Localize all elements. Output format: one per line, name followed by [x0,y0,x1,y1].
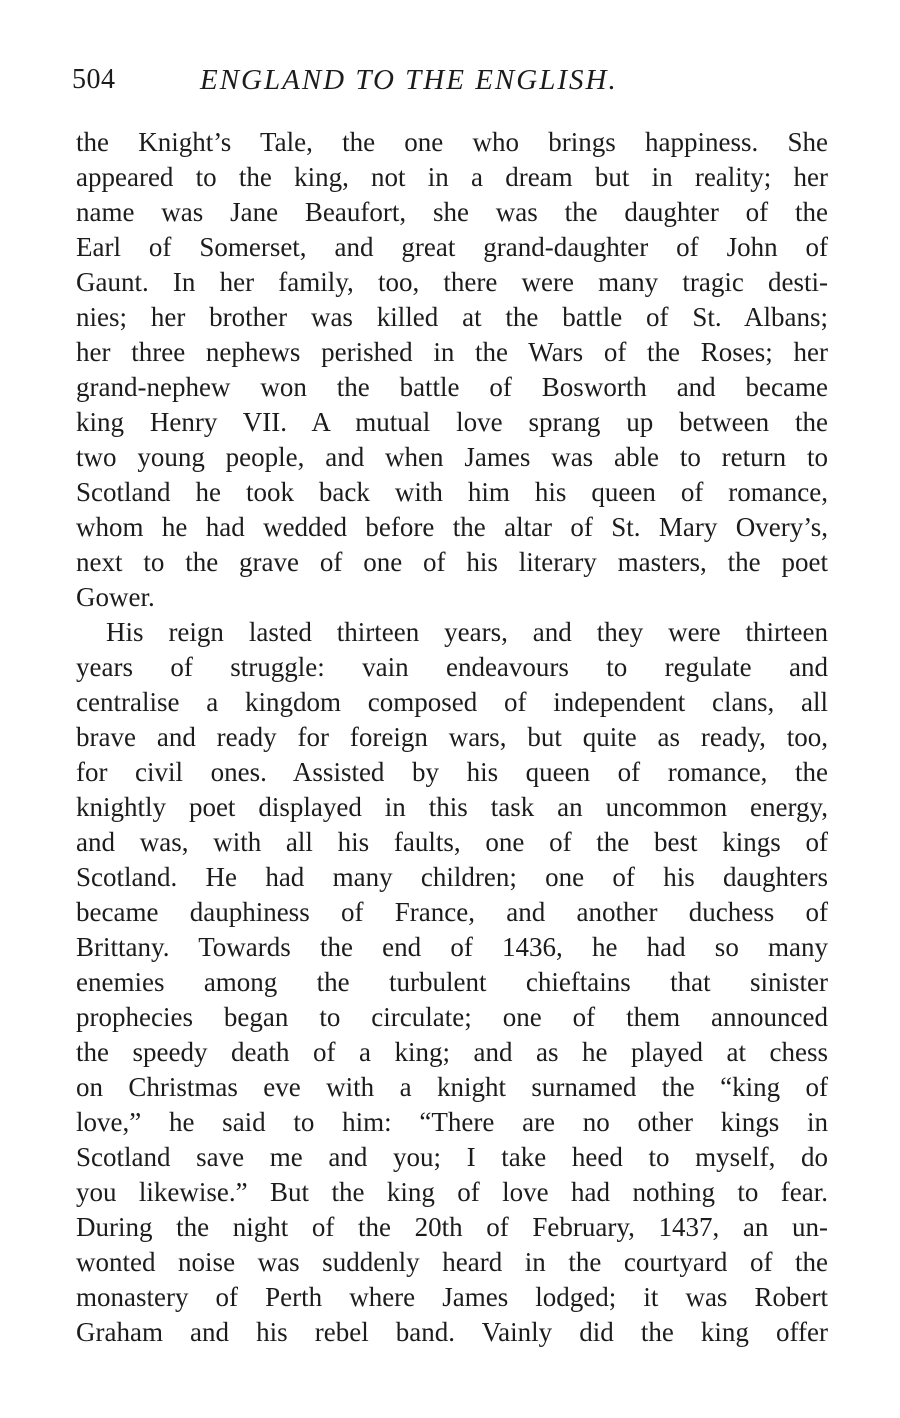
text-line: her three nephews perished in the Wars of the Roses; her [76,337,828,367]
text-line: the speedy death of a king; and as he played at chess [76,1037,828,1067]
paragraph-start-line: His reign lasted thirteen years, and they were thirteen [106,617,828,647]
text-line: appeared to the king, not in a dream but in reality; her [76,162,828,192]
text-line: two young people, and when James was able to return to [76,442,828,472]
text-line: prophecies began to circulate; one of them announced [76,1002,828,1032]
text-line: and was, with all his faults, one of the best kings of [76,827,828,857]
text-line: Gaunt. In her family, too, there were many tragic desti- [76,267,828,297]
text-line: nies; her brother was killed at the battle of St. Albans; [76,302,828,332]
text-line: brave and ready for foreign wars, but quite as ready, too, [76,722,828,752]
text-line: Scotland save me and you; I take heed to myself, do [76,1142,828,1172]
text-line: knightly poet displayed in this task an uncommon energy, [76,792,828,822]
body-text [76,125,828,1350]
text-line: years of struggle: vain endeavours to regulate and [76,652,828,682]
text-line: monastery of Perth where James lodged; it was Robert [76,1282,828,1312]
running-head [72,64,832,104]
text-line: on Christmas eve with a knight surnamed the “king of [76,1072,828,1102]
text-line: Scotland he took back with him his queen of romance, [76,477,828,507]
text-line: grand-nephew won the battle of Bosworth and became [76,372,828,402]
text-line: became dauphiness of France, and another duchess of [76,897,828,927]
text-line: name was Jane Beaufort, she was the daughter of the [76,197,828,227]
text-line: next to the grave of one of his literary masters, the poet [76,547,828,577]
running-title: ENGLAND TO THE ENGLISH. [200,64,618,96]
text-line: whom he had wedded before the altar of St. Mary Overy’s, [76,512,828,542]
page-number: 504 [72,64,116,95]
text-line: During the night of the 20th of February, 1437, an un- [76,1212,828,1242]
text-line: Brittany. Towards the end of 1436, he had so many [76,932,828,962]
text-line: love,” he said to him: “There are no other kings in [76,1107,828,1137]
text-line: Graham and his rebel band. Vainly did the king offer [76,1317,828,1347]
text-line: you likewise.” But the king of love had nothing to fear. [76,1177,828,1207]
paragraph-end-line: Gower. [76,582,155,612]
text-line: Scotland. He had many children; one of his daughters [76,862,828,892]
text-line: centralise a kingdom composed of independent clans, all [76,687,828,717]
text-line: enemies among the turbulent chieftains that sinister [76,967,828,997]
text-line: the Knight’s Tale, the one who brings happiness. She [76,127,828,157]
text-line: king Henry VII. A mutual love sprang up between the [76,407,828,437]
text-line: Earl of Somerset, and great grand-daughter of John of [76,232,828,262]
text-line: wonted noise was suddenly heard in the courtyard of the [76,1247,828,1277]
text-line: for civil ones. Assisted by his queen of romance, the [76,757,828,787]
